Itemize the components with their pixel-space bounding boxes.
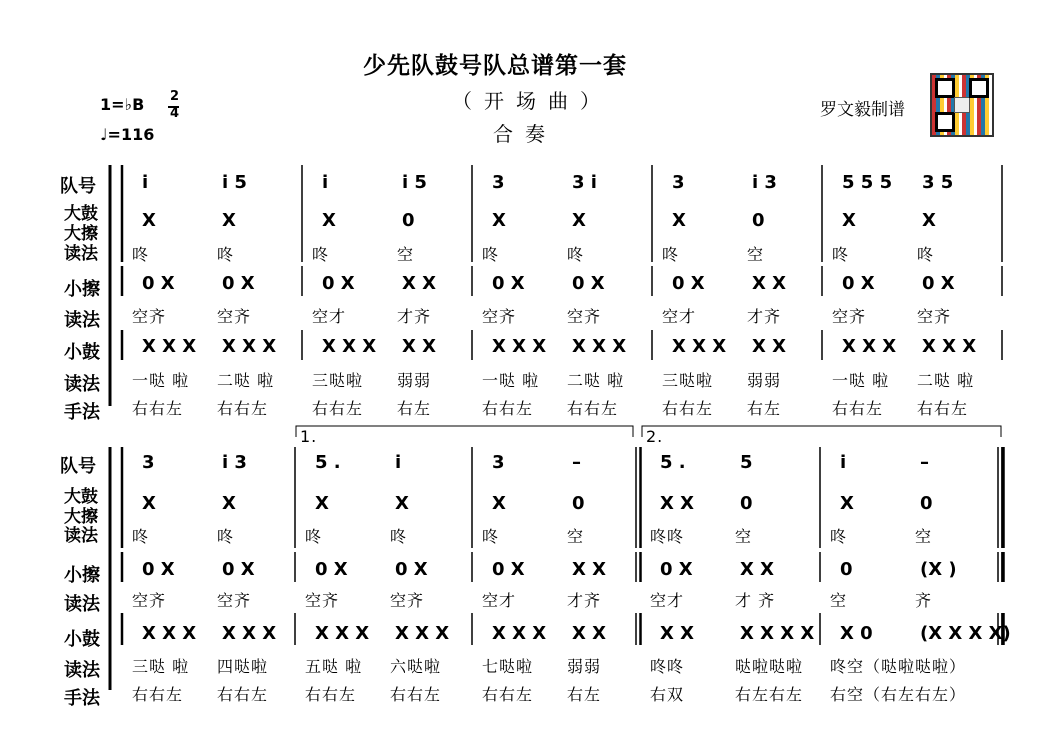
label-reading: 读法: [64, 310, 100, 331]
note-cym: 0 X: [672, 273, 705, 294]
reading-text: 右右左: [832, 399, 884, 418]
reading-text: 才齐: [397, 307, 432, 326]
reading-text: 三哒啦: [662, 371, 714, 390]
reading-text: 右右左: [390, 685, 442, 704]
note-snare: X X X: [222, 623, 277, 644]
note-bugle: 3 i: [572, 172, 597, 193]
time-signature-bottom: 4: [170, 106, 180, 121]
note-snare: X X X: [142, 336, 197, 357]
reading-text: 齐: [915, 591, 933, 610]
reading-text: 二哒 啦: [217, 371, 275, 390]
reading-text: 右左: [397, 399, 432, 418]
reading-text: 才 齐: [735, 591, 776, 610]
note-bass: X: [395, 493, 409, 514]
reading-text: 二哒 啦: [917, 371, 975, 390]
note-bugle: 5 .: [660, 452, 686, 473]
note-bass: X: [572, 210, 586, 231]
page-title: 少先队鼓号队总谱第一套: [363, 53, 627, 79]
label-reading: 读法: [64, 374, 100, 395]
note-bass: X: [142, 210, 156, 231]
note-snare: X X: [660, 623, 695, 644]
note-bugle: 3: [672, 172, 685, 193]
note-bass: X: [492, 493, 506, 514]
note-cym: (X ): [920, 559, 957, 580]
note-bass: 0: [740, 493, 753, 514]
note-bass: 0: [752, 210, 765, 231]
note-cym: 0 X: [572, 273, 605, 294]
label-reading: 读法: [64, 526, 98, 546]
note-snare: X 0: [840, 623, 873, 644]
reading-text: 三哒 啦: [132, 657, 190, 676]
note-bugle: 3 5: [922, 172, 954, 193]
arranger-credit: 罗文毅制谱: [820, 100, 905, 120]
qr-code-image: [930, 73, 994, 137]
reading-text: 咚: [662, 245, 680, 264]
note-cym: 0 X: [492, 559, 525, 580]
reading-text: 右空（右左右左）: [830, 685, 967, 704]
reading-text: 空才: [662, 307, 697, 326]
reading-text: 咚: [832, 245, 850, 264]
label-small-cymbal: 小擦: [64, 279, 100, 300]
note-snare: X X X X: [740, 623, 815, 644]
note-cym: X X: [752, 273, 787, 294]
label-hand: 手法: [64, 688, 100, 709]
reading-text: 空才: [650, 591, 685, 610]
reading-text: 六哒啦: [390, 657, 442, 676]
note-cym: 0 X: [222, 559, 255, 580]
note-bass: 0: [402, 210, 415, 231]
note-snare: X X X: [395, 623, 450, 644]
reading-text: 弱弱: [567, 657, 602, 676]
note-cym: 0 X: [222, 273, 255, 294]
reading-text: 一哒 啦: [482, 371, 540, 390]
note-bugle: –: [572, 452, 581, 473]
note-bugle: 3: [492, 452, 505, 473]
note-snare: X X X: [922, 336, 977, 357]
label-bass-drum: 大鼓: [64, 487, 98, 507]
note-cym: X X: [740, 559, 775, 580]
note-snare: X X X: [222, 336, 277, 357]
reading-text: 右右左: [662, 399, 714, 418]
reading-text: 一哒 啦: [832, 371, 890, 390]
reading-text: 咚咚: [650, 527, 685, 546]
note-bugle: i 5: [402, 172, 427, 193]
label-reading: 读法: [64, 594, 100, 615]
time-signature-top: 2: [170, 89, 180, 104]
label-bass-cymbal: 大擦: [64, 507, 98, 527]
reading-text: 空齐: [305, 591, 340, 610]
note-snare: X X X: [142, 623, 197, 644]
note-bugle: i 5: [222, 172, 247, 193]
note-cym: X X: [402, 273, 437, 294]
volta-first-bracket: [296, 426, 633, 437]
note-bugle: 5 .: [315, 452, 341, 473]
label-bass-cymbal: 大擦: [64, 224, 98, 244]
reading-text: 右右左: [132, 685, 184, 704]
note-bass: X: [840, 493, 854, 514]
note-bugle: –: [920, 452, 929, 473]
note-snare: X X X: [572, 336, 627, 357]
note-snare: X X X: [322, 336, 377, 357]
reading-text: 空才: [312, 307, 347, 326]
note-snare: X X X: [842, 336, 897, 357]
reading-text: 右右左: [132, 399, 184, 418]
note-cym: 0 X: [322, 273, 355, 294]
label-small-cymbal: 小擦: [64, 565, 100, 586]
note-bugle: i: [395, 452, 402, 473]
note-bugle: i: [322, 172, 329, 193]
note-bugle: 3: [142, 452, 155, 473]
reading-text: 空齐: [832, 307, 867, 326]
note-bugle: i 3: [222, 452, 247, 473]
note-bass: X: [842, 210, 856, 231]
note-cym: 0 X: [315, 559, 348, 580]
note-bugle: 3: [492, 172, 505, 193]
reading-text: 空齐: [567, 307, 602, 326]
reading-text: 空: [747, 245, 765, 264]
note-bugle: i 3: [752, 172, 777, 193]
note-bass: X: [672, 210, 686, 231]
reading-text: 右左右左: [735, 685, 804, 704]
note-bugle: i: [840, 452, 847, 473]
reading-text: 右右左: [917, 399, 969, 418]
reading-text: 四哒啦: [217, 657, 269, 676]
note-cym: 0 X: [842, 273, 875, 294]
reading-text: 空齐: [390, 591, 425, 610]
label-hand: 手法: [64, 402, 100, 423]
note-bass: X: [322, 210, 336, 231]
reading-text: 咚: [830, 527, 848, 546]
reading-text: 咚空（哒啦哒啦）: [830, 657, 967, 676]
reading-text: 空齐: [132, 307, 167, 326]
note-bass: X X: [660, 493, 695, 514]
note-snare: X X X: [672, 336, 727, 357]
note-bass: X: [142, 493, 156, 514]
note-bass: X: [222, 493, 236, 514]
note-snare: X X X: [492, 336, 547, 357]
reading-text: 空齐: [132, 591, 167, 610]
note-bass: X: [492, 210, 506, 231]
note-cym: 0: [840, 559, 853, 580]
reading-text: 咚: [567, 245, 585, 264]
reading-text: 右右左: [217, 685, 269, 704]
tempo-marking: ♩=116: [100, 125, 155, 144]
reading-text: 空齐: [217, 307, 252, 326]
note-snare: X X X: [492, 623, 547, 644]
note-snare: X X X: [315, 623, 370, 644]
note-snare: X X: [402, 336, 437, 357]
key-signature: 1=♭B: [100, 95, 145, 114]
reading-text: 一哒 啦: [132, 371, 190, 390]
reading-text: 咚: [217, 245, 235, 264]
reading-text: 空: [567, 527, 585, 546]
reading-text: 空齐: [917, 307, 952, 326]
note-cym: 0 X: [660, 559, 693, 580]
note-cym: 0 X: [492, 273, 525, 294]
reading-text: 哒啦哒啦: [735, 657, 804, 676]
note-bass: 0: [572, 493, 585, 514]
label-snare: 小鼓: [64, 342, 100, 363]
reading-text: 咚: [312, 245, 330, 264]
reading-text: 空齐: [217, 591, 252, 610]
note-snare: X X: [572, 623, 607, 644]
reading-text: 咚: [482, 245, 500, 264]
reading-text: 右双: [650, 685, 685, 704]
note-cym: 0 X: [395, 559, 428, 580]
reading-text: 咚咚: [650, 657, 685, 676]
label-reading: 读法: [64, 244, 98, 264]
reading-text: 空: [735, 527, 753, 546]
reading-text: 五哒 啦: [305, 657, 363, 676]
note-cym: X X: [572, 559, 607, 580]
note-bass: X: [222, 210, 236, 231]
note-snare: X X: [752, 336, 787, 357]
reading-text: 才齐: [747, 307, 782, 326]
reading-text: 咚: [482, 527, 500, 546]
reading-text: 右右左: [482, 685, 534, 704]
ensemble-label: 合奏: [493, 122, 557, 146]
reading-text: 空: [915, 527, 933, 546]
reading-text: 三哒啦: [312, 371, 364, 390]
reading-text: 右右左: [567, 399, 619, 418]
label-bugle: 队号: [60, 456, 96, 477]
reading-text: 右左: [747, 399, 782, 418]
reading-text: 咚: [917, 245, 935, 264]
note-bass: 0: [920, 493, 933, 514]
label-bugle: 队号: [60, 176, 96, 197]
reading-text: 右右左: [312, 399, 364, 418]
reading-text: 右左: [567, 685, 602, 704]
note-bass: X: [922, 210, 936, 231]
reading-text: 咚: [217, 527, 235, 546]
reading-text: 空齐: [482, 307, 517, 326]
note-bugle: 5: [740, 452, 753, 473]
reading-text: 空: [397, 245, 415, 264]
reading-text: 右右左: [305, 685, 357, 704]
reading-text: 弱弱: [397, 371, 432, 390]
reading-text: 空才: [482, 591, 517, 610]
label-bass-drum: 大鼓: [64, 204, 98, 224]
note-cym: 0 X: [922, 273, 955, 294]
note-bass: X: [315, 493, 329, 514]
label-reading: 读法: [64, 660, 100, 681]
reading-text: 弱弱: [747, 371, 782, 390]
note-cym: 0 X: [142, 559, 175, 580]
note-bugle: 5 5 5: [842, 172, 893, 193]
volta-first-label: 1.: [300, 427, 318, 446]
reading-text: 咚: [390, 527, 408, 546]
volta-second-label: 2.: [646, 427, 664, 446]
reading-text: 咚: [132, 527, 150, 546]
reading-text: 咚: [132, 245, 150, 264]
note-cym: 0 X: [142, 273, 175, 294]
reading-text: 二哒 啦: [567, 371, 625, 390]
reading-text: 才齐: [567, 591, 602, 610]
reading-text: 右右左: [217, 399, 269, 418]
note-snare: (X X X X): [920, 623, 1011, 644]
label-snare: 小鼓: [64, 629, 100, 650]
reading-text: 咚: [305, 527, 323, 546]
subtitle: （开场曲）: [452, 89, 612, 113]
reading-text: 七哒啦: [482, 657, 534, 676]
note-bugle: i: [142, 172, 149, 193]
reading-text: 空: [830, 591, 848, 610]
reading-text: 右右左: [482, 399, 534, 418]
volta-second-bracket: [642, 426, 1001, 437]
